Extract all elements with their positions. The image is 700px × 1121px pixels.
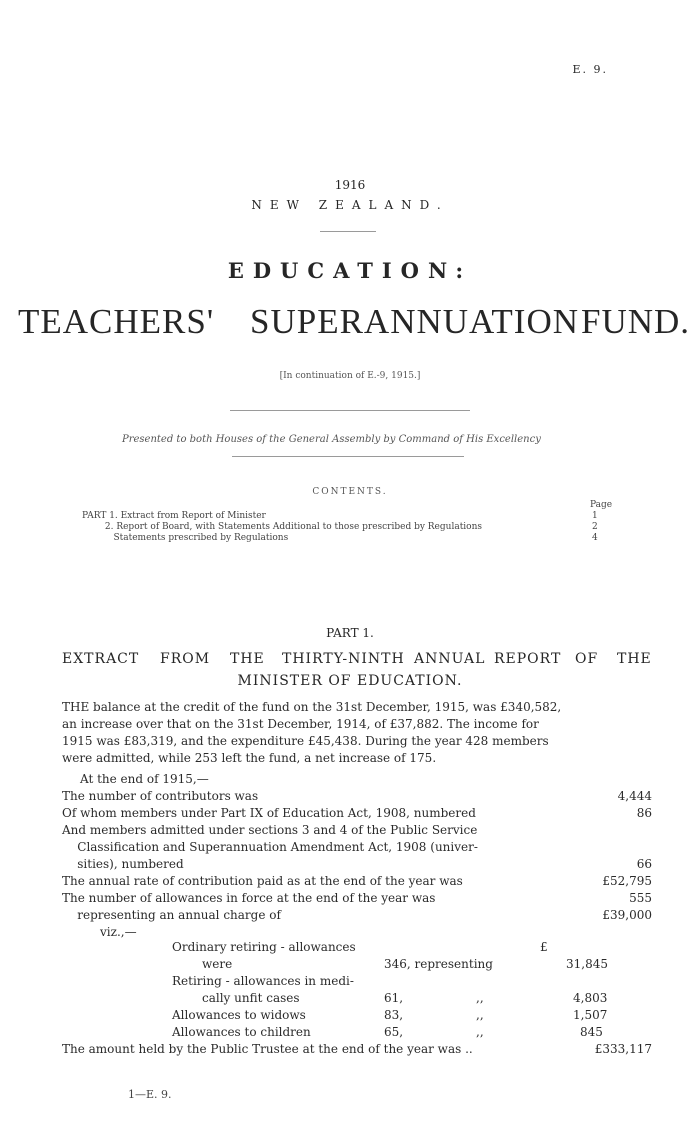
end-of-year-intro: At the end of 1915,— (80, 772, 209, 786)
extract-word: OF (575, 651, 599, 667)
allowance-label: were (202, 957, 233, 971)
stat-row (62, 874, 662, 889)
contents-heading: CONTENTS. (312, 487, 388, 497)
stat-row (62, 1042, 662, 1057)
stat-label: Of whom members under Part IX of Education Act, 1908, numbered (62, 806, 476, 820)
page-footer: 1—E. 9. (128, 1088, 172, 1101)
stat-row (62, 823, 662, 838)
stat-row (62, 806, 662, 821)
allowance-amount: 1,507 (573, 1008, 608, 1022)
stat-label: The number of contributors was (62, 789, 259, 803)
stat-value: 4,444 (617, 789, 652, 803)
extract-word: THE (230, 651, 265, 667)
ditto-mark: ,, (476, 1008, 484, 1022)
country-heading: NEW ZEALAND. (251, 198, 449, 212)
page-reference: E. 9. (572, 63, 608, 76)
paragraph-line: THE balance at the credit of the fund on the 31st December, 1915, was £340,582, (62, 700, 562, 714)
stat-label: The amount held by the Public Trustee at the end of the year was .. (62, 1042, 473, 1056)
presented-line: Presented to both Houses of the General Assembly by Command of His Excellency (122, 434, 541, 445)
stat-label: representing an annual charge of (62, 908, 281, 922)
stat-label: Classification and Superannuation Amendment Act, 1908 (univer- (62, 840, 478, 854)
contents-item-label: PART 1. Extract from Report of Minister (82, 511, 266, 521)
allowance-count: 65, (384, 1025, 404, 1039)
paragraph-line: an increase over that on the 31st December, 1914, of £37,882. The income for (62, 717, 539, 731)
stat-value: 86 (636, 806, 652, 820)
stat-row (62, 789, 662, 804)
stat-value: £52,795 (602, 874, 652, 888)
stat-value: £333,117 (594, 1042, 652, 1056)
stat-value: £39,000 (602, 908, 652, 922)
contents-item-page: 1 (592, 511, 598, 521)
stat-label: The annual rate of contribution paid as at the end of the year was (62, 874, 463, 888)
subtitle-word: SUPERANNUATION (250, 302, 580, 341)
extract-heading-line2: MINISTER OF EDUCATION. (237, 673, 463, 689)
allowance-label: Ordinary retiring - allowances (172, 940, 356, 954)
ditto-mark: ,, (476, 991, 484, 1005)
stat-row (62, 857, 662, 872)
divider (232, 456, 464, 457)
allowance-amount: 31,845 (566, 957, 608, 971)
allowance-count: 61, (384, 991, 404, 1005)
contents-item-page: 4 (592, 533, 598, 543)
extract-word: THIRTY-NINTH (282, 651, 405, 667)
allowance-label: Retiring - allowances in medi- (172, 974, 354, 988)
subtitle-word: FUND. (581, 302, 691, 341)
extract-word: THE (617, 651, 652, 667)
allowance-amount: 4,803 (573, 991, 608, 1005)
allowance-count: 346, representing (384, 957, 493, 971)
allowance-label: Allowances to widows (172, 1008, 306, 1022)
contents-item-page: 2 (592, 522, 598, 532)
stat-row (62, 891, 662, 906)
stat-value: 555 (629, 891, 652, 905)
stat-label: And members admitted under sections 3 and 4 of the Public Service (62, 823, 478, 837)
paragraph-line: 1915 was £83,319, and the expenditure £45,438. During the year 428 members (62, 734, 549, 748)
allowance-label: Allowances to children (172, 1025, 311, 1039)
divider (230, 410, 470, 411)
ditto-mark: ,, (476, 1025, 484, 1039)
pound-sign: £ (540, 940, 548, 954)
subtitle-word: TEACHERS' (18, 302, 215, 341)
extract-word: ANNUAL (414, 651, 486, 667)
stat-value: 66 (636, 857, 652, 871)
extract-word: FROM (160, 651, 211, 667)
part-heading: PART 1. (326, 626, 374, 640)
contents-item-label: 2. Report of Board, with Statements Additional to those prescribed by Regulations (82, 522, 483, 532)
contents-item-label: Statements prescribed by Regulations (82, 533, 289, 543)
extract-word: REPORT (494, 651, 562, 667)
extract-heading (62, 651, 662, 669)
viz-label: viz.,— (100, 925, 137, 939)
continuation-note: [In continuation of E.-9, 1915.] (279, 371, 421, 381)
paragraph-line: were admitted, while 253 left the fund, a net increase of 175. (62, 751, 437, 765)
document-subtitle (18, 302, 691, 342)
allowance-amount: 845 (580, 1025, 603, 1039)
extract-word: EXTRACT (62, 651, 140, 667)
document-title: EDUCATION: (227, 258, 473, 283)
contents-item (82, 533, 612, 545)
stat-row (62, 908, 662, 923)
report-year: 1916 (334, 178, 366, 192)
divider (320, 231, 376, 232)
stat-label: sities), numbered (62, 857, 184, 871)
allowance-label: cally unfit cases (202, 991, 300, 1005)
contents-page-label: Page (590, 500, 613, 510)
allowance-count: 83, (384, 1008, 404, 1022)
stat-label: The number of allowances in force at the end of the year was (62, 891, 436, 905)
stat-row (62, 840, 662, 855)
